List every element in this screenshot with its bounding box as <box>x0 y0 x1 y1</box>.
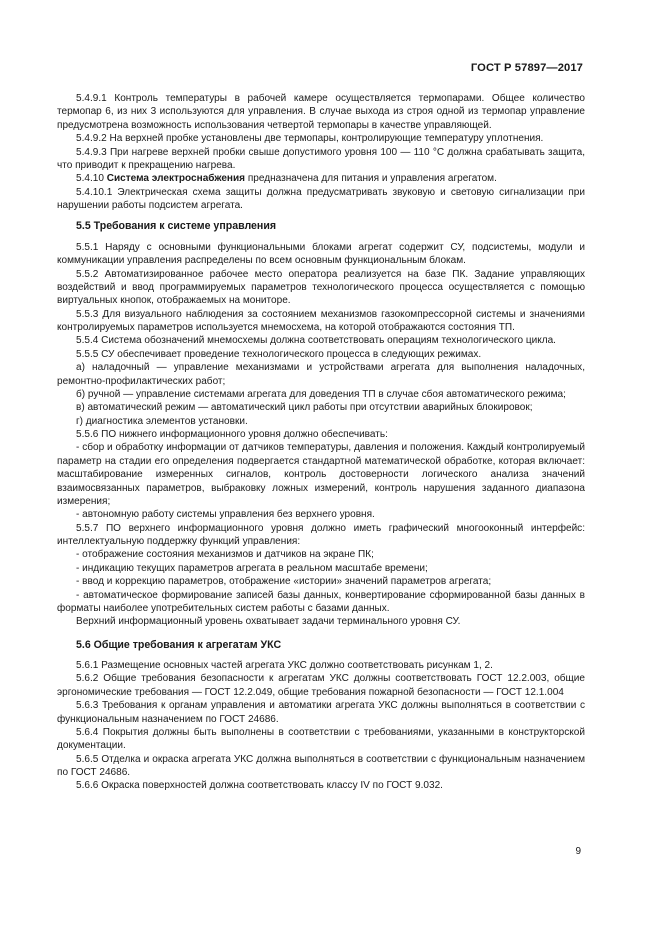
paragraph-5-5-1: 5.5.1 Наряду с основными функциональными блоками агрегат содержит СУ, подсистемы, модули и коммуникации управления распределены по всем основным функциональным блокам. <box>57 241 585 267</box>
paragraph-number: 5.4.10 <box>76 173 104 185</box>
paragraph-5-6-2: 5.6.2 Общие требования безопасности к агрегатам УКС должны соответствовать ГОСТ 12.2.003, общие эргономические требования — ГОСТ 12.2.049, общие требования пожарной безопасности — ГОСТ 12.1.004 <box>57 673 585 698</box>
section-heading-5-6: 5.6 Общие требования к агрегатам УКС <box>76 638 282 651</box>
list-item-mode-c: в) автоматический режим — автоматический цикл работы при отсутствии аварийных блокировок; <box>76 402 533 414</box>
paragraph-term: Система электроснабжения <box>106 173 246 185</box>
document-id-header: ГОСТ Р 57897—2017 <box>470 62 583 74</box>
paragraph-5-6-4: 5.6.4 Покрытия должны быть выполнены в соответствии с требованиями, указанными в конструкторской документации. <box>57 726 585 752</box>
paragraph-5-4-9-3: 5.4.9.3 При нагреве верхней пробки свыше допустимого уровня 100 — 110 °С должна срабатывать защита, что приводит к прекращению нагрева. <box>57 146 585 171</box>
list-item-parameter-input: - ввод и коррекцию параметров, отображение «истории» значений параметров агрегата; <box>76 576 492 588</box>
paragraph-5-4-9-1: 5.4.9.1 Контроль температуры в рабочей камере осуществляется термопарами. Общее количество термопар 6, из них 3 используются для управления. В случае выхода из строя одной из термопар управление предусмотрена возможность использования четвертой термопары в качестве управляющей. <box>57 93 585 131</box>
paragraph-5-5-6: 5.5.6 ПО нижнего информационного уровня должно обеспечивать: <box>76 429 388 440</box>
paragraph-upper-level-note: Верхний информационный уровень охватывает задачи терминального уровня СУ. <box>76 616 461 628</box>
list-item-state-display: - отображение состояния механизмов и датчиков на экране ПК; <box>76 549 374 561</box>
paragraph-5-5-5: 5.5.5 СУ обеспечивает проведение технологического процесса в следующих режимах. <box>76 348 482 360</box>
paragraph-5-4-10-1: 5.4.10.1 Электрическая схема защиты должна предусматривать звуковую и световую сигнализации при нарушении работы подсистем агрегата. <box>57 186 585 211</box>
list-item-database-records: - автоматическое формирование записей базы данных, конвертирование сформированной базы данных в форматы наиболее употребительных систем работы с базами данных. <box>57 589 585 614</box>
paragraph-5-6-5: 5.6.5 Отделка и окраска агрегата УКС должна выполняться в соответствии с функциональным назначением по ГОСТ 24686. <box>57 753 585 778</box>
list-item-autonomous-work: - автономную работу системы управления без верхнего уровня. <box>76 509 375 521</box>
document-body <box>57 92 585 793</box>
list-item-mode-a: а) наладочный — управление механизмами и устройствами агрегата для выполнения наладочных, ремонтно-профилактических работ; <box>57 362 585 387</box>
section-heading-5-5: 5.5 Требования к системе управления <box>76 220 277 233</box>
paragraph-5-4-9-2: 5.4.9.2 На верхней пробке установлены две термопары, контролирующие температуру уплотнения. <box>76 133 544 145</box>
paragraph-5-5-2: 5.5.2 Автоматизированное рабочее место оператора реализуется на базе ПК. Задание управляющих воздействий и ввод программируемых параметров технологического процесса осуществляется с помощью виртуальных кнопок, отображаемых на мониторе. <box>57 268 585 307</box>
paragraph-5-4-10 <box>57 172 585 185</box>
paragraph-5-6-1: 5.6.1 Размещение основных частей агрегата УКС должно соответствовать рисункам 1, 2. <box>76 660 493 671</box>
paragraph-5-5-7: 5.5.7 ПО верхнего информационного уровня должно иметь графический многооконный интерфейс: интеллектуальную поддержку функций управления: <box>57 522 585 547</box>
page-number: 9 <box>575 846 581 857</box>
list-item-mode-d: г) диагностика элементов установки. <box>76 415 248 427</box>
paragraph-5-6-6: 5.6.6 Окраска поверхностей должна соответствовать классу IV по ГОСТ 9.032. <box>76 780 443 792</box>
paragraph-5-6-3: 5.6.3 Требования к органам управления и автоматики агрегата УКС должны выполняться в соответствии с функциональным назначением по ГОСТ 24686. <box>57 700 585 725</box>
list-item-parameter-indication: - индикацию текущих параметров агрегата в реальном масштабе времени; <box>76 562 428 574</box>
paragraph-5-5-4: 5.5.4 Система обозначений мнемосхемы должна соответствовать операциям технологического цикла. <box>76 335 556 347</box>
paragraph-text: предназначена для питания и управления агрегатом. <box>247 173 497 185</box>
paragraph-5-5-3: 5.5.3 Для визуального наблюдения за состоянием механизмов газокомпрессорной системы и значениями контролируемых параметров используется мнемосхема, на которой отображаются состояния ТП. <box>57 308 585 333</box>
list-item-mode-b: б) ручной — управление системами агрегата для доведения ТП в случае сбоя автоматического режима; <box>76 388 566 400</box>
list-item-data-collection: - сбор и обработку информации от датчиков температуры, давления и положения. Каждый контролируемый параметр на стадии его определения подвергается стандартной математической обработке, которая включает: масштабирование измеренных сигналов, контроль достоверности логического анализа значений взаимосвязанных параметров, выбраковку ложных измерений, контроль нарушения заданного диапазона измерения; <box>57 442 585 507</box>
